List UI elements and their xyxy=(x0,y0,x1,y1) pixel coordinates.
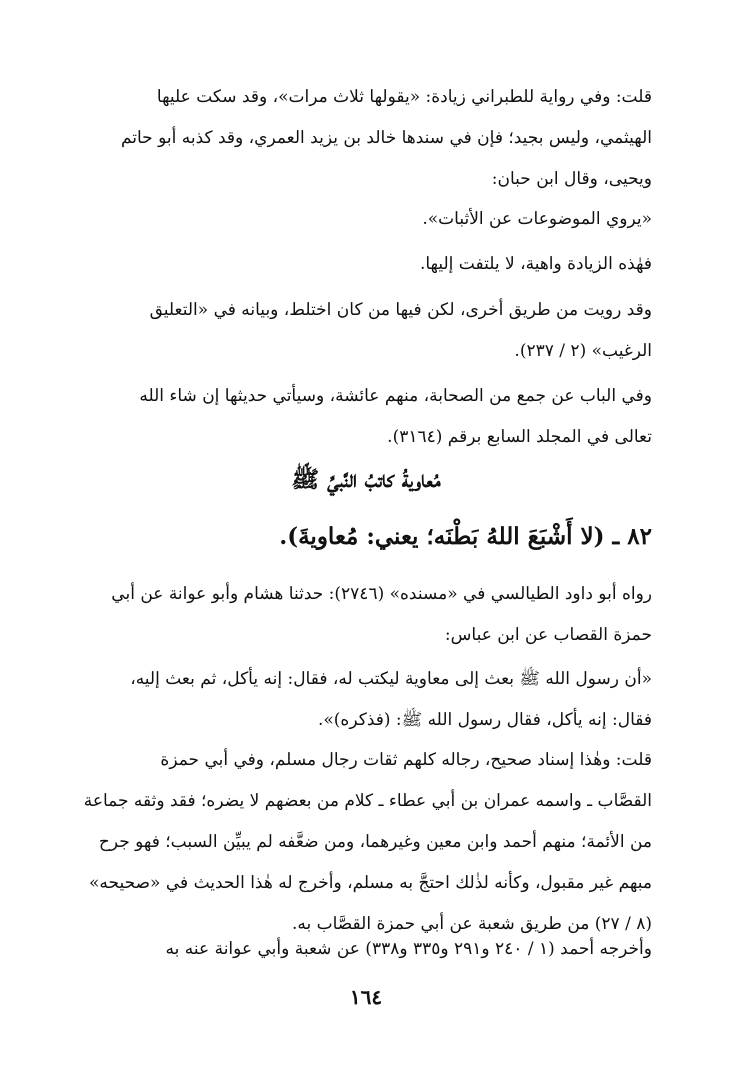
paragraph-tayalisi xyxy=(80,574,652,656)
paragraph-companions xyxy=(80,376,652,458)
text-line: من الأئمة؛ منهم أحمد وابن معين وغيرهما، ومن ضعَّفه لم يبيِّن السبب؛ فهو جرح xyxy=(98,832,652,852)
text-line: حمزة القصاب عن ابن عباس: xyxy=(444,625,652,645)
text-line: ويحيى، وقال ابن حبان: xyxy=(491,169,652,189)
text-line: فهٰذه الزيادة واهية، لا يلتفت إليها. xyxy=(419,254,652,274)
text-line: قلت: وهٰذا إسناد صحيح، رجاله كلهم ثقات رجال مسلم، وفي أبي حمزة xyxy=(160,750,652,770)
quote-ibn-hibban xyxy=(80,199,652,240)
hadith-heading: ٨٢ ـ (لا أَشْبَعَ اللهُ بَطْنَه؛ يعني: مُعاويةَ). xyxy=(279,523,652,550)
text-line: رواه أبو داود الطيالسي في «مسنده» (٢٧٤٦): حدثنا هشام وأبو عوانة عن أبي xyxy=(111,584,652,604)
text-line: الرغيب» (٢ / ٢٣٧). xyxy=(514,341,652,361)
quote-hadith-text xyxy=(80,659,652,741)
text-line: وأخرجه أحمد (١ / ٢٤٠ و٢٩١ و٣٣٥ و٣٣٨) عن شعبة وأبي عوانة عنه به xyxy=(165,939,652,959)
section-heading: مُعاويةُ كاتبُ النَّبيِّ ﷺ xyxy=(291,466,441,493)
page-number: ١٦٤ xyxy=(349,985,383,1009)
text-line: وفي الباب عن جمع من الصحابة، منهم عائشة، وسيأتي حديثها إن شاء الله xyxy=(139,386,652,406)
paragraph-weak-addition xyxy=(80,244,652,285)
paragraph-tabarani-addition xyxy=(80,77,652,200)
text-line: «أن رسول الله ﷺ بعث إلى معاوية ليكتب له، فقال: إنه يأكل، ثم بعث إليه، xyxy=(130,669,652,689)
text-line: «يروي الموضوعات عن الأثبات». xyxy=(422,209,652,229)
paragraph-other-route xyxy=(80,290,652,372)
paragraph-isnad-grading xyxy=(80,740,652,945)
text-line: تعالى في المجلد السابع برقم (٣١٦٤). xyxy=(387,427,652,447)
paragraph-ahmad xyxy=(80,929,652,970)
text-line: القصَّاب ـ واسمه عمران بن أبي عطاء ـ كلام من بعضهم لا يضره؛ فقد وثقه جماعة xyxy=(83,791,652,811)
text-line: (٨ / ٢٧) من طريق شعبة عن أبي حمزة القصَّاب به. xyxy=(291,914,652,934)
text-line: الهيثمي، وليس بجيد؛ فإن في سندها خالد بن يزيد العمري، وقد كذبه أبو حاتم xyxy=(120,128,652,148)
text-line: قلت: وفي رواية للطبراني زيادة: «يقولها ثلاث مرات»، وقد سكت عليها xyxy=(156,87,652,107)
text-line: وقد رويت من طريق أخرى، لكن فيها من كان اختلط، وبيانه في «التعليق xyxy=(149,300,652,320)
text-line: مبهم غير مقبول، وكأنه لذٰلك احتجَّ به مسلم، وأخرج له هٰذا الحديث في «صحيحه» xyxy=(89,873,652,893)
text-line: فقال: إنه يأكل، فقال رسول الله ﷺ: (فذكره)». xyxy=(318,710,652,730)
